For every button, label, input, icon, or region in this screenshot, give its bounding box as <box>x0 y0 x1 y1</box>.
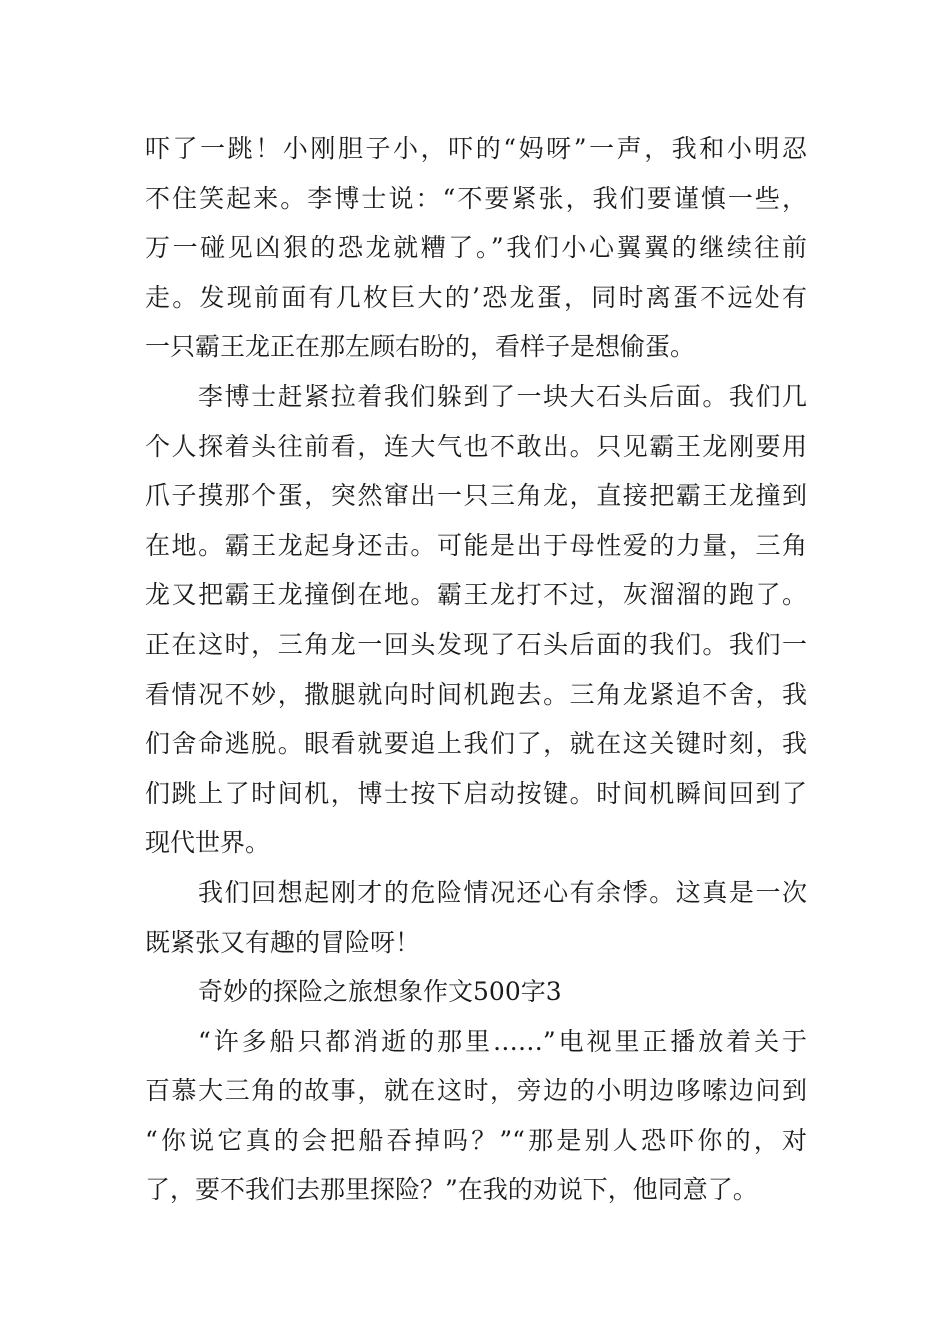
text-line: 万一碰见凶狠的恐龙就糟了。”我们小心翼翼的继续往前 <box>145 233 807 263</box>
text-line: 们跳上了时间机，博士按下启动按键。时间机瞬间回到了 <box>145 778 807 808</box>
text-line: 个人探着头往前看，连大气也不敢出。只见霸王龙刚要用 <box>145 431 807 461</box>
paragraph-4 <box>145 1017 807 1215</box>
text-line: 李博士赶紧拉着我们躲到了一块大石头后面。我们几 <box>198 381 807 411</box>
text-line: 正在这时，三角龙一回头发现了石头后面的我们。我们一 <box>145 629 807 659</box>
paragraph-1 <box>145 124 807 372</box>
paragraph-2 <box>145 372 807 868</box>
text-line: “你说它真的会把船吞掉吗？”“那是别人恐吓你的，对 <box>145 1125 807 1155</box>
text-line: 现代世界。 <box>145 828 271 858</box>
text-line: 在地。霸王龙起身还击。可能是出于母性爱的力量，三角 <box>145 530 807 560</box>
text-line: 一只霸王龙正在那左顾右盼的，看样子是想偷蛋。 <box>145 332 696 362</box>
section-heading <box>145 967 807 1017</box>
text-line: 走。发现前面有几枚巨大的’恐龙蛋，同时离蛋不远处有 <box>145 282 807 312</box>
text-line: 爪子摸那个蛋，突然窜出一只三角龙，直接把霸王龙撞到 <box>145 481 807 511</box>
document-body <box>145 124 807 1215</box>
text-line: 看情况不妙，撒腿就向时间机跑去。三角龙紧追不舍，我 <box>145 679 807 709</box>
text-line: 既紧张又有趣的冒险呀！ <box>145 927 421 957</box>
text-line: 我们回想起刚才的危险情况还心有余悸。这真是一次 <box>198 877 807 907</box>
text-line: 了，要不我们去那里探险？”在我的劝说下，他同意了。 <box>145 1175 758 1205</box>
text-line: 们舍命逃脱。眼看就要追上我们了，就在这关键时刻，我 <box>145 729 807 759</box>
text-line: 龙又把霸王龙撞倒在地。霸王龙打不过，灰溜溜的跑了。 <box>145 580 807 610</box>
text-line: 吓了一跳！小刚胆子小，吓的“妈呀”一声，我和小明忍 <box>145 134 807 163</box>
heading-line: 奇妙的探险之旅想象作文500字3 <box>198 977 562 1007</box>
text-line: 百慕大三角的故事，就在这时，旁边的小明边哆嗦边问到 <box>145 1076 807 1106</box>
text-line: 不住笑起来。李博士说：“不要紧张，我们要谨慎一些， <box>145 183 807 213</box>
paragraph-3 <box>145 868 807 967</box>
text-line: “许多船只都消逝的那里……”电视里正播放着关于 <box>198 1026 807 1056</box>
